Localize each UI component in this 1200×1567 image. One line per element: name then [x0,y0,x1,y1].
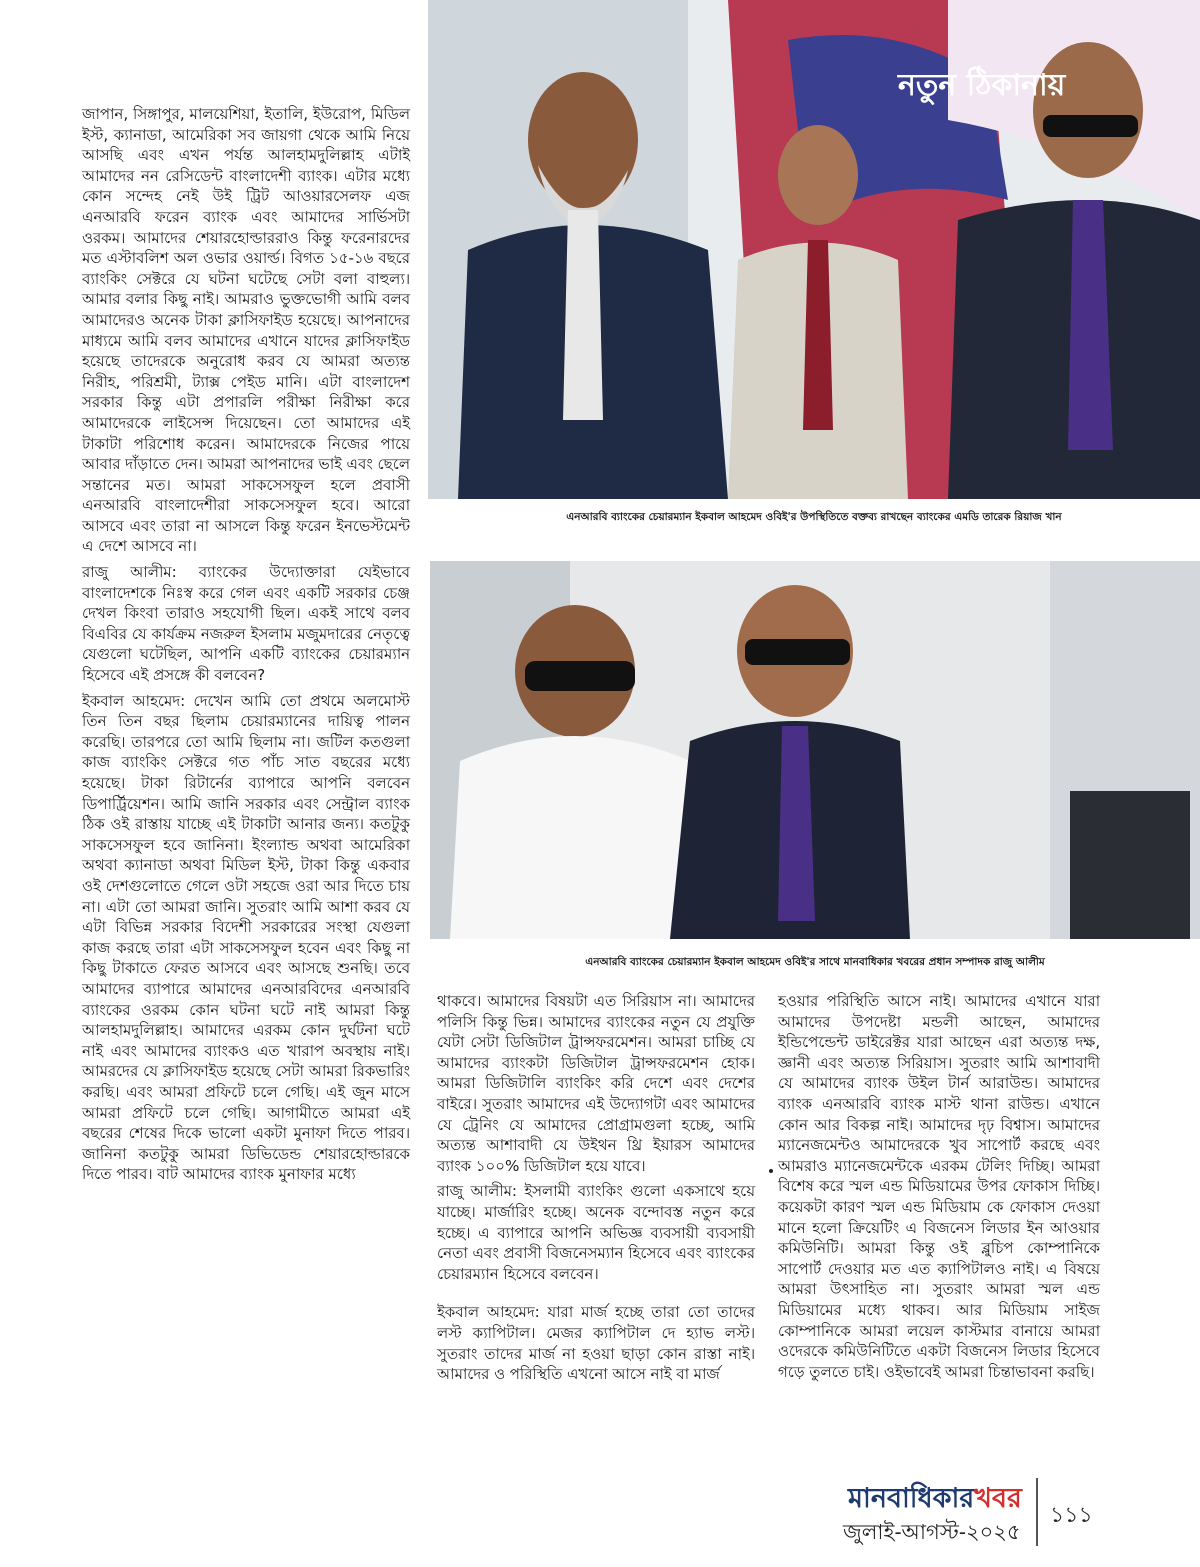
banner-text: নতুন ঠিকানায় [898,68,1066,103]
masthead-main: মানবাধিকার [848,1483,975,1514]
top-photo-caption: এনআরবি ব্যাংকের চেয়ারম্যান ইকবাল আহমেদ ওবিই'র উপস্থিতিতে বক্তব্য রাখছেন ব্যাংকের এমডি তারেক রিয়াজ খান [566,511,1062,523]
left-column [82,104,410,1190]
issue-date: জুলাই-আগস্ট-২০২৫ [843,1520,1021,1544]
bottom-photo-caption: এনআরবি ব্যাংকের চেয়ারম্যান ইকবাল আহমেদ ওবিই'র সাথে মানবাধিকার খবরের প্রধান সম্পাদক রাজু আলীম [585,956,1045,968]
right-column [778,991,1100,1387]
bottom-photo-image [430,561,1200,939]
middle-paragraph-2: রাজু আলীম: ইসলামী ব্যাংকিং গুলো একসাথে হয়ে যাচ্ছে। মার্জারিং হচ্ছে। অনেক বন্দোবস্ত নতুন করে হচ্ছে। এ ব্যাপারে আপনি অভিজ্ঞ ব্যবসায়ী ব্যবসায়ী নেতা এবং প্রবাসী বিজনেসম্যান হিসেবে এবং ব্যাংকের চেয়ারম্যান হিসেবে বলবেন। [437,1182,755,1283]
left-paragraph-2: রাজু আলীম: ব্যাংকের উদ্যোক্তারা যেইভাবে বাংলাদেশকে নিঃস্ব করে গেল এবং একটি সরকার চেঞ্জ দেখল কিংবা তারাও সহযোগী ছিল। একই সাথে বলব বিএবির যে কার্যক্রম নজরুল ইসলাম মজুমদারের নেতৃত্বে যেগুলো ঘটেছিল, আপনি একটি ব্যাংকের চেয়ারম্যান হিসেবে এই প্রসঙ্গে কী বলবেন? [82,563,410,685]
bullet-dot [769,1169,773,1173]
right-paragraph-1: হওয়ার পরিস্থিতি আসে নাই। আমাদের এখানে যারা আমাদের উপদেষ্টা মন্ডলী আছেন, আমাদের ইন্ডিপেন্ডেন্ট ডাইরেক্টর যারা আছেন এরা অত্যন্ত দক্ষ, জ্ঞানী এবং অত্যন্ত সিরিয়াস। সুতরাং আমি আশাবাদী যে আমাদের ব্যাংক উইল টার্ন আরাউন্ড। আমাদের ব্যাংক এনআরবি ব্যাংক মাস্ট থানা রাউন্ড। এখানে কোন আর বিকল্প নাই। আমাদের দৃঢ় বিশ্বাস। আমাদের ম্যানেজমেন্টও আমাদেরকে খুব সাপোর্ট করছে এবং আমরাও ম্যানেজমেন্টকে এরকম টেলিং দিচ্ছি। আমরা বিশেষ করে স্মল এন্ড মিডিয়ামের উপর ফোকাস দিচ্ছি। কয়েকটা কারণ স্মল এন্ড মিডিয়াম কে ফোকাস দেওয়া মানে হলো ক্রিয়েটিং এ বিজনেস লিডার ইন আওয়ার কমিউনিটি। আমরা কিন্তু ওই ব্লুচিপ কোম্পানিকে সাপোর্ট দেওয়ার মত এত ক্যাপিটালও নাই। এ বিষয়ে আমরা উৎসাহিত না। সুতরাং আমরা স্মল এন্ড মিডিয়ামের মধ্যে থাকব। আর মিডিয়াম সাইজ কোম্পানিকে আমরা লয়েল কাস্টমার বানায়ে আমরা ওদেরকে কমিউনিটিতে একটা বিজনেস লিডার হিসেবে গড়ে তুলতে চাই। ওইভাবেই আমরা চিন্তাভাবনা করছি। [778,992,1100,1381]
page-number: ১১১ [1050,1503,1093,1528]
footer-divider [1036,1478,1038,1546]
top-photo-image [428,0,1200,499]
middle-paragraph-1: থাকবে। আমাদের বিষয়টা এত সিরিয়াস না। আমাদের পলিসি কিন্তু ভিন্ন। আমাদের ব্যাংকের নতুন যে প্রযুক্তি যেটা সেটা ডিজিটাল ট্রান্সফরমেশন। আমরা চাচ্ছি যে আমাদের ব্যাংকটা ডিজিটাল ট্রান্সফরমেশন হোক। আমরা ডিজিটালি ব্যাংকিং করি দেশে এবং দেশের বাইরে। সুতরাং আমাদের এই উদ্যোগটা এবং আমাদের যে ট্রেনিং যে আমাদের প্রোগ্রামগুলা হচ্ছে, আমি অত্যন্ত আশাবাদী যে উইথন থ্রি ইয়ারস আমাদের ব্যাংক ১০০% ডিজিটাল হয়ে যাবে। [437,992,755,1175]
middle-column [437,991,755,1390]
left-paragraph-3: ইকবাল আহমেদ: দেখেন আমি তো প্রথমে অলমোস্ট তিন তিন বছর ছিলাম চেয়ারম্যানের দায়িত্ব পালন করেছি। তারপরে তো আমি ছিলাম না। জটিল কতগুলা কাজ ব্যাংকিং সেক্টরে গত পাঁচ সাত বছরের মধ্যে হয়েছে। টাকা রিটার্নের ব্যাপারে আপনি বলবেন ডিপার্ট্রিয়েশন। আমি জানি সরকার এবং সেন্ট্রাল ব্যাংক ঠিক ওই রাস্তায় যাচ্ছে এই টাকাটা আনার জন্য। কতটুকু সাকসেসফুল হবে জানিনা। ইংল্যান্ড অথবা আমেরিকা অথবা ক্যানাডা অথবা মিডিল ইস্ট, টাকা কিন্তু একবার ওই দেশগুলোতে গেলে ওটা সহজে ওরা আর দিতে চায় না। এটা তো আমরা জানি। সুতরাং আমি আশা করব যে এটা বিভিন্ন সরকার বিদেশী সরকারের সংস্থা যেগুলা কাজ করছে তারা এটা সাকসেসফুল হবেন এবং কিছু না কিছু টাকাতে ফেরত আসবে এবং আসছে শুনছি। তবে আমাদের ব্যাপারে আমাদের এনআরবিদের এনআরবি ব্যাংকের ওরকম কোন ঘটনা ঘটে নাই আমরা কিন্তু আলহামদুলিল্লাহ। আমাদের এরকম কোন দুর্ঘটনা ঘটে নাই এবং আমাদের ব্যাংকও এত খারাপ অবস্থায় নাই। আমরদের যে ক্লাসিফাইড হয়েছে সেটা আমরা রিকভারিং করছি। এবং আমরা প্রফিটে চলে গেছি। এই জুন মাসে আমরা প্রফিটে চলে গেছি। আগামীতে আমরা এই বছরের শেষের দিকে ভালো একটা মুনাফা দিতে পারব। জানিনা কতটুকু আমরা ডিভিডেন্ড শেয়ারহোল্ডারকে দিতে পারব। বাট আমাদের ব্যাংক মুনাফার মধ্যে [82,691,410,1184]
top-photo [428,0,1200,499]
masthead-accent: খবর [974,1483,1022,1514]
bottom-photo [430,561,1200,939]
left-paragraph-1: জাপান, সিঙ্গাপুর, মালয়েশিয়া, ইতালি, ইউরোপ, মিডিল ইস্ট, ক্যানাডা, আমেরিকা সব জায়গা থেকে আমি নিয়ে আসছি এবং এখন পর্যন্ত আলহামদুলিল্লাহ এটাই আমাদের নন রেসিডেন্ট বাংলাদেশী ব্যাংক। এটার মধ্যে কোন সন্দেহ নেই উই ট্রিট আওয়ারসেলফ এজ এনআরবি ফরেন ব্যাংক এবং আমাদের সার্ভিসটা ওরকম। আমাদের শেয়ারহোল্ডাররাও কিন্তু ফরেনারদের মত এস্টাবলিশ অল ওভার ওয়ার্ল্ড। বিগত ১৫-১৬ বছরে ব্যাংকিং সেক্টরে যে ঘটনা ঘটেছে সেটা বলা বাহুল্য। আমার বলার কিছু নাই। আমরাও ভুক্তভোগী আমি বলব আমাদেরও অনেক টাকা ক্লাসিফাইড হয়েছে। আপনাদের মাধ্যমে আমি বলব আমাদের এখানে যাদের ক্লাসিফাইড হয়েছে তাদেরকে অনুরোধ করব যে আমরা অত্যন্ত নিরীহ, পরিশ্রমী, ট্যাক্স পেইড মানি। এটা বাংলাদেশ সরকার কিন্তু এটা প্রপারলি পরীক্ষা নিরীক্ষা করে আমাদেরকে লাইসেন্স দিয়েছেন। তো আমাদের এই টাকাটা পরিশোধ করেন। আমাদেরকে নিজের পায়ে আবার দাঁড়াতে দেন। আমরা আপনাদের ভাই এবং ছেলে সন্তানের মত। আমরা সাকসেসফুল হলে প্রবাসী এনআরবি বাংলাদেশীরা সাকসেসফুল হবে। আরো আসবে এবং তারা না আসলে কিন্তু ফরেন ইনভেস্টমেন্ট এ দেশে আসবে না। [82,105,410,556]
middle-paragraph-3: ইকবাল আহমেদ: যারা মার্জ হচ্ছে তারা তো তাদের লস্ট ক্যাপিটাল। মেজর ক্যাপিটাল দে হ্যাভ লস্ট। সুতরাং তাদের মার্জ না হওয়া ছাড়া কোন রাস্তা নাই। আমাদের ও পরিস্থিতি এখনো আসে নাই বা মার্জ [437,1303,755,1384]
